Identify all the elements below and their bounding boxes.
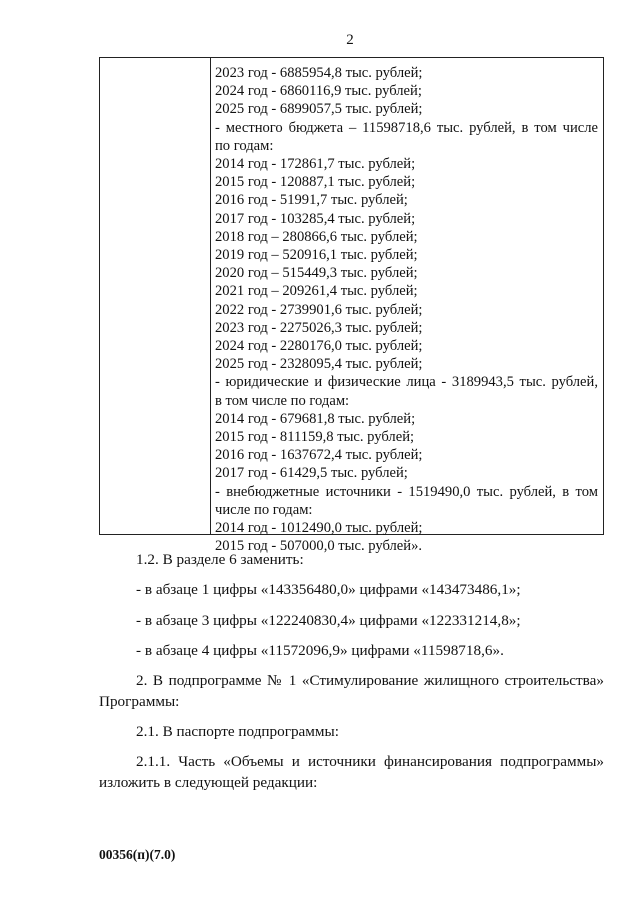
table-line: 2017 год - 61429,5 тыс. рублей; bbox=[215, 465, 408, 482]
table-line: числе по годам: bbox=[215, 501, 313, 518]
table-line: 2023 год - 2275026,3 тыс. рублей; bbox=[215, 319, 423, 336]
paragraph-2-1-1-line2: изложить в следующей редакции: bbox=[99, 774, 318, 791]
table-line: 2016 год - 1637672,4 тыс. рублей; bbox=[215, 447, 423, 464]
table-line: - местного бюджета – 11598718,6 тыс. рублей, в том числе bbox=[215, 119, 598, 136]
funding-table bbox=[99, 57, 604, 555]
table-line: 2014 год - 679681,8 тыс. рублей; bbox=[215, 410, 416, 427]
table-line: 2019 год – 520916,1 тыс. рублей; bbox=[215, 247, 418, 264]
table-line: - юридические и физические лица - 3189943,5 тыс. рублей, bbox=[215, 374, 598, 391]
table-line: 2022 год - 2739901,6 тыс. рублей; bbox=[215, 301, 423, 318]
table-line: - внебюджетные источники - 1519490,0 тыс. рублей, в том bbox=[215, 483, 598, 500]
page-number: 2 bbox=[346, 32, 354, 48]
table-line: 2025 год - 6899057,5 тыс. рублей; bbox=[215, 101, 423, 118]
table-line: 2025 год - 2328095,4 тыс. рублей; bbox=[215, 356, 423, 373]
table-line: по годам: bbox=[215, 137, 274, 154]
table-line: 2014 год - 172861,7 тыс. рублей; bbox=[215, 156, 416, 173]
table-line: 2015 год - 811159,8 тыс. рублей; bbox=[215, 429, 415, 446]
table-left-column bbox=[100, 58, 211, 534]
paragraph-replace-1: - в абзаце 1 цифры «143356480,0» цифрами «143473486,1»; bbox=[136, 581, 521, 598]
table-line: 2021 год – 209261,4 тыс. рублей; bbox=[215, 283, 418, 300]
table-line: 2024 год - 6860116,9 тыс. рублей; bbox=[215, 83, 422, 100]
paragraph-2-line1: 2. В подпрограмме № 1 «Стимулирование жилищного строительства» bbox=[136, 672, 604, 689]
paragraph-replace-3: - в абзаце 3 цифры «122240830,4» цифрами «122331214,8»; bbox=[136, 612, 521, 629]
paragraph-replace-4: - в абзаце 4 цифры «11572096,9» цифрами «11598718,6». bbox=[136, 642, 504, 659]
table-line: 2015 год - 507000,0 тыс. рублей». bbox=[215, 538, 423, 555]
paragraph-1-2: 1.2. В разделе 6 заменить: bbox=[136, 551, 304, 568]
table-line: 2020 год – 515449,3 тыс. рублей; bbox=[215, 265, 418, 282]
table-line: в том числе по годам: bbox=[215, 392, 350, 409]
table-line: 2016 год - 51991,7 тыс. рублей; bbox=[215, 192, 408, 209]
document-code: 00356(п)(7.0) bbox=[99, 847, 176, 862]
table-line: 2015 год - 120887,1 тыс. рублей; bbox=[215, 174, 416, 191]
table-line: 2024 год - 2280176,0 тыс. рублей; bbox=[215, 338, 423, 355]
paragraph-2-1-1-line1: 2.1.1. Часть «Объемы и источники финансирования подпрограммы» bbox=[136, 753, 604, 770]
paragraph-2-line2: Программы: bbox=[99, 693, 180, 710]
table-line: 2023 год - 6885954,8 тыс. рублей; bbox=[215, 65, 423, 81]
paragraph-2-1: 2.1. В паспорте подпрограммы: bbox=[136, 723, 339, 740]
table-line: 2018 год – 280866,6 тыс. рублей; bbox=[215, 228, 418, 245]
table-right-column bbox=[211, 58, 603, 555]
table-line: 2017 год - 103285,4 тыс. рублей; bbox=[215, 210, 416, 227]
table-line: 2014 год - 1012490,0 тыс. рублей; bbox=[215, 520, 423, 537]
